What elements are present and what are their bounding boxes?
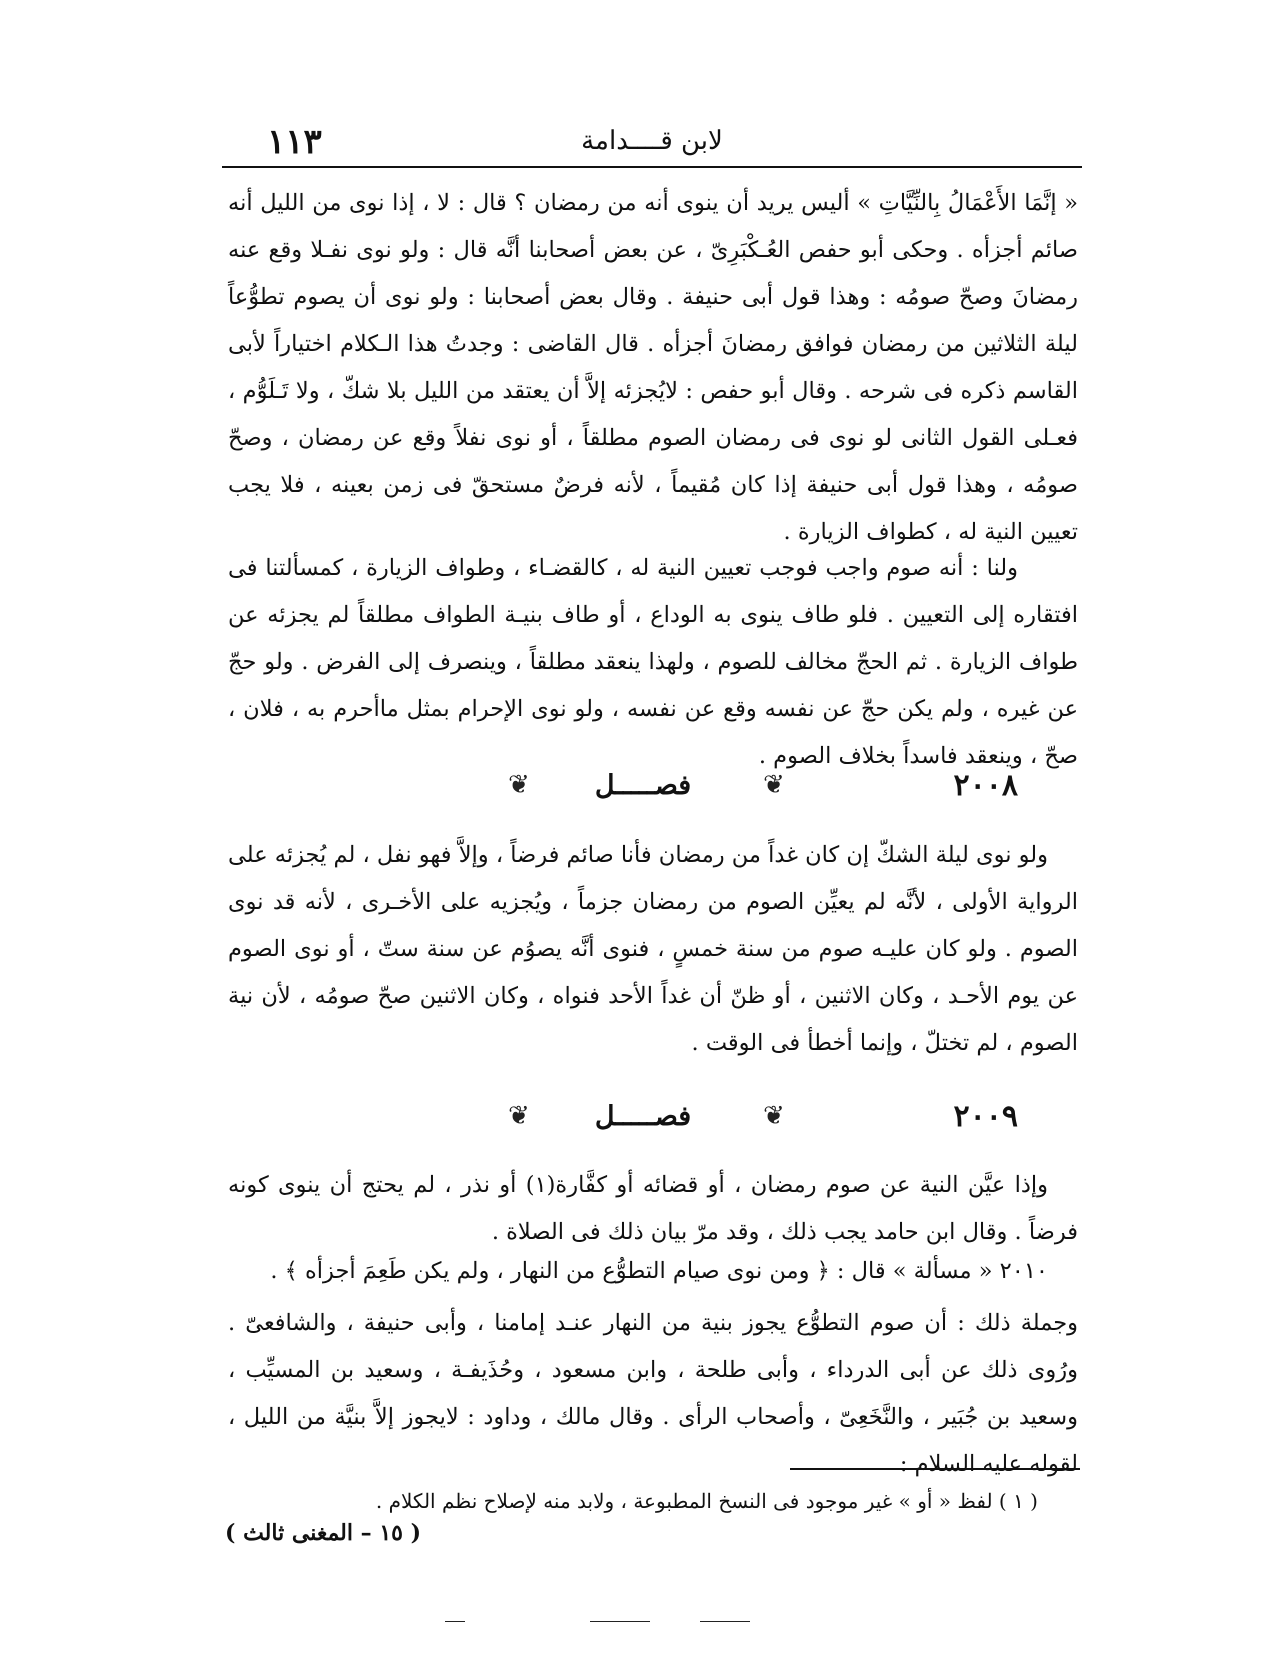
section-label: فصـــــل [594, 770, 692, 801]
paragraph: وجملة ذلك : أن صوم التطوُّع يجوز بنية من النهار عنـد إمامنا ، وأبى حنيفة ، والشافعىّ . ورُوى ذلك عن أبى الدرداء ، وأبى طلحة ، وابن مسعود ، وحُذَيفـة ، وسعيد بن المسيِّب ، وسعيد بن جُبَير ، والنَّخَعِىّ ، وأصحاب الرأى . وقال مالك ، وداود : لايجوز إلاَّ بنيَّة من الليل ، لقوله عليه السلام : [228, 1310, 1078, 1477]
page-header [222, 118, 1082, 168]
paragraph: ولنا : أنه صوم واجب فوجب تعيين النية له ، كالقضـاء ، وطواف الزيارة ، كمسألتنا فى افتقاره إلى التعيين . فلو طاف ينوى به الوداع ، أو طاف بنيـة الطواف مطلقاً لم يجزئه عن طواف الزيارة . ثم الحجّ مخالف للصوم ، ولهذا ينعقد مطلقاً ، وينصرف إلى الفرض . ولو حجّ عن غيره ، ولم يكن حجّ عن نفسه وقع عن نفسه ، ولو نوى الإحرام بمثل ماأحرم به ، فلان ، صحّ ، وينعقد فاسداً بخلاف الصوم . [228, 555, 1078, 769]
scan-mark [590, 1621, 650, 1622]
footnote: ( ١ ) لفظ « أو » غير موجود فى النسخ المطبوعة ، ولابد منه لإصلاح نظم الكلام . [375, 1489, 1038, 1513]
paragraph: ٢٠١٠ « مسألة » قال : ﴿ ومن نوى صيام التطوُّع من النهار ، ولم يكن طَعِمَ أجزأه ﴾ . [270, 1258, 1048, 1284]
section-heading [228, 768, 1078, 814]
header-rule [222, 166, 1082, 168]
scan-mark [700, 1621, 750, 1622]
scan-mark [445, 1621, 465, 1622]
page-number: ١١٣ [267, 122, 322, 162]
section-heading [228, 1099, 1078, 1145]
running-title: لابن قــــدامة [581, 126, 723, 156]
printer-signature: ( ١٥ – المغنى ثالث ) [225, 1520, 422, 1546]
paragraph: « إنَّمَا الأَعْمَالُ بِالنِّيَّاتِ » أليس يريد أن ينوى أنه من رمضان ؟ قال : لا ، إذا نوى من الليل أنه صائم أجزأه . وحكى أبو حفص العُـكْبَرِىّ ، عن بعض أصحابنا أنَّه قال : ولو نوى نفـلا وقع عنه رمضانَ وصحّ صومُه : وهذا قول أبى حنيفة . وقال بعض أصحابنا : ولو نوى أن يصوم تطوُّعاً ليلة الثلاثين من رمضان فوافق رمضانَ أجزأه . قال القاضى : وجدتُ هذا الـكلام اختياراً لأبى القاسم ذكره فى شرحه . وقال أبو حفص : لايُجزئه إلاَّ أن يعتقد من الليل بلا شكّ ، ولا تَـلَوُّم ، فعـلى القول الثانى لو نوى فى رمضان الصوم مطلقاً ، أو نوى نفلاً وقع عن رمضان ، وصحّ صومُه ، وهذا قول أبى حنيفة إذا كان مُقيماً ، لأنه فرضٌ مستحقّ فى زمن بعينه ، فلا يجب تعيين النية له ، كطواف الزيارة . [228, 190, 1078, 545]
paragraph: ولو نوى ليلة الشكّ إن كان غداً من رمضان فأنا صائم فرضاً ، وإلاَّ فهو نفل ، لم يُجزئه على الرواية الأولى ، لأنَّه لم يعيِّن الصوم من رمضان جزماً ، ويُجزيه على الأخـرى ، لأنه قد نوى الصوم . ولو كان عليـه صوم من سنة خمسٍ ، فنوى أنَّه يصوُم عن سنة ستّ ، أو نوى الصوم عن يوم الأحـد ، وكان الاثنين ، أو ظنّ أن غداً الأحد فنواه ، وكان الاثنين صحّ صومُه ، لأن نية الصوم ، لم تختلّ ، وإنما أخطأ فى الوقت . [228, 842, 1078, 1056]
paragraph: وإذا عيَّن النية عن صوم رمضان ، أو قضائه أو كفَّارة(١) أو نذر ، لم يحتج أن ينوى كونه فرضاً . وقال ابن حامد يجب ذلك ، وقد مرّ بيان ذلك فى الصلاة . [228, 1172, 1078, 1245]
footnote-rule [790, 1468, 1080, 1470]
section-number: ٢٠٠٩ [953, 1099, 1018, 1134]
section-number: ٢٠٠٨ [953, 768, 1018, 803]
ornament-icon: ❦ [763, 1101, 785, 1131]
ornament-icon: ❦ [508, 770, 530, 800]
ornament-icon: ❦ [508, 1101, 530, 1131]
section-label: فصـــــل [594, 1101, 692, 1132]
ornament-icon: ❦ [763, 770, 785, 800]
